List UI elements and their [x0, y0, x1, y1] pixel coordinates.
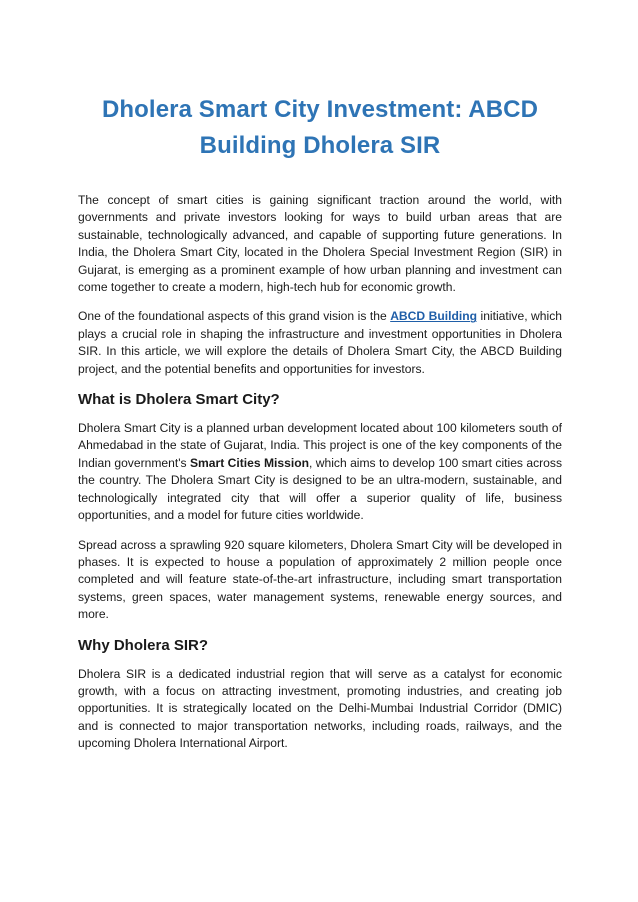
- section1-p1-text-before: Dholera Smart City is a planned urban development located about 100 kilometers south of Ahmedabad in the state of Gujarat, India. This project is one of the key components of the Indian government's: [78, 421, 562, 470]
- document-page: [78, 92, 562, 765]
- section-heading-what-is-dholera: What is Dholera Smart City?: [78, 391, 280, 409]
- section1-paragraph-2: Spread across a sprawling 920 square kilometers, Dholera Smart City will be developed in phases. It is expected to house a population of approximately 2 million people once completed and will feature state-of-the-art infrastructure, including smart transportation systems, green spaces, water management systems, renewable energy sources, and more.: [78, 537, 562, 622]
- intro-paragraph-2: [78, 308, 562, 378]
- abcd-building-link[interactable]: ABCD Building: [390, 309, 477, 324]
- section1-p1-text-after: , which aims to develop 100 smart cities across the country. The Dholera Smart City is designed to be an ultra-modern, sustainable, and technologically integrated city that will offer a superior quality of life, business opportunities, and a model for future cities worldwide.: [78, 455, 562, 523]
- intro-paragraph-1: The concept of smart cities is gaining significant traction around the world, with governments and private investors looking for ways to build urban areas that are sustainable, technologically advanced, and capable of supporting future generations. In India, the Dholera Smart City, located in the Dholera Special Investment Region (SIR) in Gujarat, is emerging as a prominent example of how urban planning and investment can come together to create a modern, high-tech hub for economic growth.: [78, 193, 562, 295]
- page-title: Dholera Smart City Investment: ABCD Building Dholera SIR: [101, 96, 539, 159]
- intro-p2-text-before: One of the foundational aspects of this grand vision is the: [78, 309, 391, 324]
- intro-p2-text-after: initiative, which plays a crucial role in shaping the infrastructure and investment opportunities in Dholera SIR. In this article, we will explore the details of Dholera Smart City, the ABCD Building project, and the potential benefits and opportunities for investors.: [78, 309, 562, 376]
- section1-paragraph-1: [78, 420, 562, 524]
- section-heading-why-dholera-sir: Why Dholera SIR?: [78, 636, 209, 654]
- smart-cities-mission-bold: Smart Cities Mission: [189, 455, 309, 470]
- section2-paragraph-1: Dholera SIR is a dedicated industrial region that will serve as a catalyst for economic growth, with a focus on attracting investment, promoting industries, and creating job opportunities. It is strategically located on the Delhi-Mumbai Industrial Corridor (DMIC) and is connected to major transportation networks, including roads, railways, and the upcoming Dholera International Airport.: [78, 666, 562, 751]
